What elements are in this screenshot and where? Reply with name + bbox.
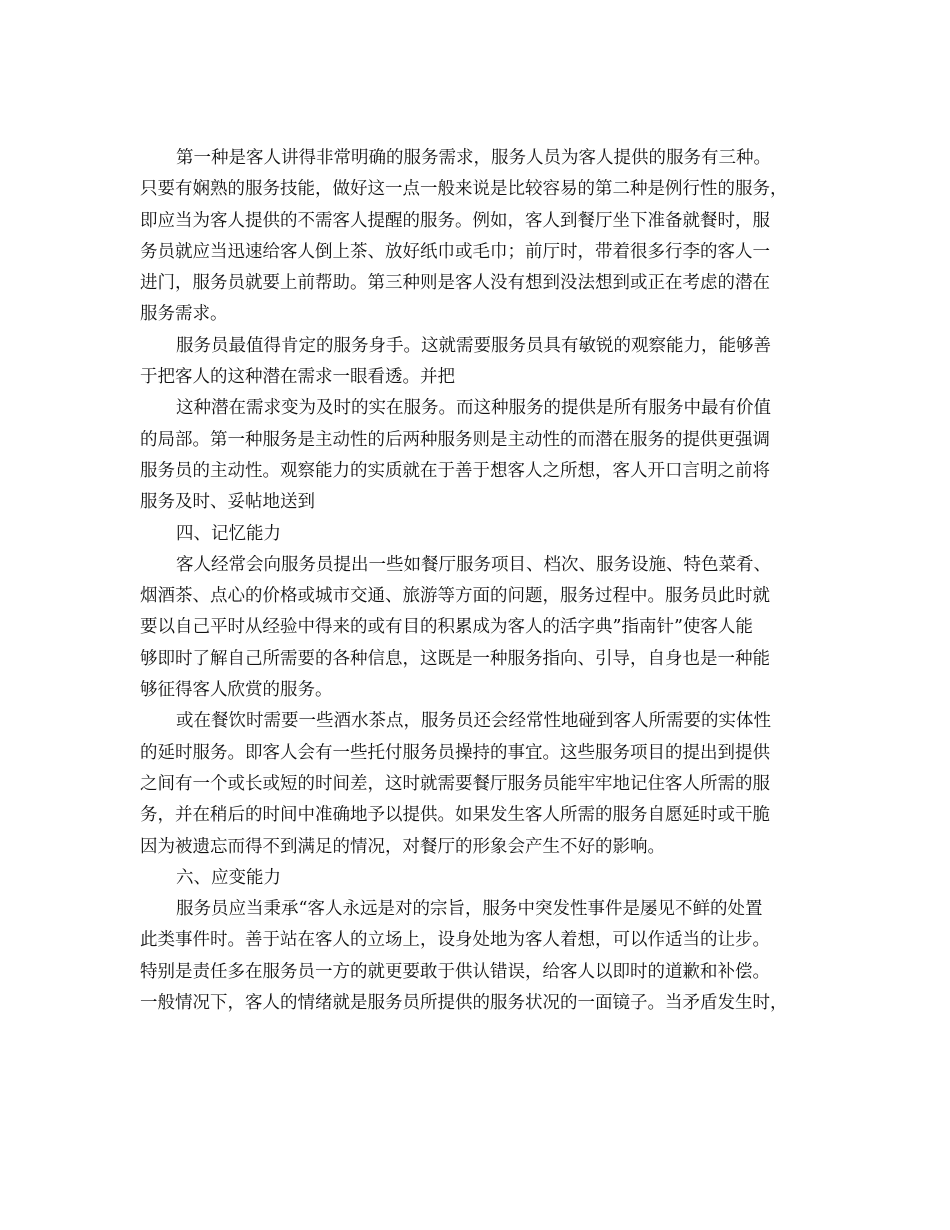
text-line: 烟酒茶、点心的价格或城市交通、旅游等方面的问题，服务过程中。服务员此时就 <box>140 586 770 607</box>
text-line: 第一种是客人讲得非常明确的服务需求，服务人员为客人提供的服务有三种。 <box>176 148 771 168</box>
text-line: 够即时了解自己所需要的各种信息，这既是一种服务指向、引导，自身也是一种能 <box>140 648 770 669</box>
text-line: 这种潜在需求变为及时的实在服务。而这种服务的提供是所有服务中最有价值 <box>176 398 771 419</box>
text-line: 服务员应当秉承“客人永远是对的宗旨，服务中突发性事件是屡见不鲜的处置 <box>176 899 763 920</box>
text-line: 进门，服务员就要上前帮助。第三种则是客人没有想到没法想到或正在考虑的潜在 <box>140 273 770 294</box>
text-line: 四、记忆能力 <box>176 523 281 544</box>
text-line: 够征得客人欣赏的服务。 <box>140 680 333 701</box>
text-line: 服务需求。 <box>140 304 228 325</box>
text-line: 因为被遗忘而得不到满足的情况，对餐厅的形象会产生不好的影响。 <box>140 836 665 857</box>
text-line: 之间有一个或长或短的时间差，这时就需要餐厅服务员能牢牢地记住客人所需的服 <box>140 773 770 794</box>
document-body <box>140 143 820 1019</box>
text-line: 的延时服务。即客人会有一些托付服务员操持的事宜。这些服务项目的提出到提供 <box>140 742 770 763</box>
text-line: 服务员最值得肯定的服务身手。这就需要服务员具有敏锐的观察能力，能够善 <box>176 335 771 356</box>
text-line: 服务及时、妥帖地送到 <box>140 492 315 513</box>
text-line: 或在餐饮时需要一些酒水茶点，服务员还会经常性地碰到客人所需要的实体性 <box>176 711 771 732</box>
text-line: 于把客人的这种潜在需求一眼看透。并把 <box>140 367 455 388</box>
text-line: 一般情况下，客人的情绪就是服务员所提供的服务状况的一面镜子。当矛盾发生时， <box>140 993 788 1014</box>
text-line: 的局部。第一种服务是主动性的后两种服务则是主动性的而潜在服务的提供更强调 <box>140 429 770 450</box>
text-line: 即应当为客人提供的不需客人提醒的服务。例如，客人到餐厅坐下准备就餐时，服 <box>140 210 770 231</box>
text-line: 只要有娴熟的服务技能，做好这一点一般来说是比较容易的第二种是例行性的服务， <box>140 179 788 200</box>
text-line: 特别是责任多在服务员一方的就更要敢于供认错误，给客人以即时的道歉和补偿。 <box>140 961 770 982</box>
text-line: 服务员的主动性。观察能力的实质就在于善于想客人之所想，客人开口言明之前将 <box>140 460 770 481</box>
text-line: 六、应变能力 <box>176 867 281 888</box>
text-line: 务员就应当迅速给客人倒上茶、放好纸巾或毛巾；前厅时，带着很多行李的客人一 <box>140 241 770 262</box>
text-line: 客人经常会向服务员提出一些如餐厅服务项目、档次、服务设施、特色菜肴、 <box>176 554 771 575</box>
text-line: 此类事件时。善于站在客人的立场上，设身处地为客人着想，可以作适当的让步。 <box>140 930 770 951</box>
text-line: 要以自己平时从经验中得来的或有目的积累成为客人的活字典”指南针”使客人能 <box>140 617 753 638</box>
text-line: 务，并在稍后的时间中准确地予以提供。如果发生客人所需的服务自愿延时或干脆 <box>140 805 770 826</box>
